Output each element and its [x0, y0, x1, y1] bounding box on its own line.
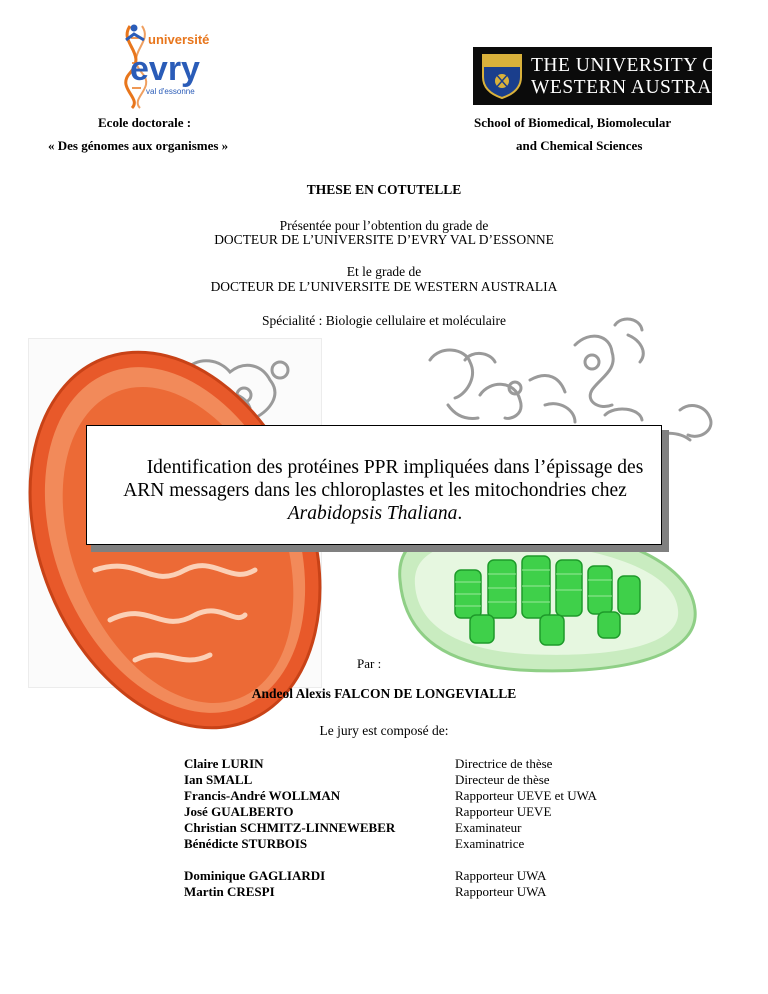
uwa-name-line1: THE UNIVERSITY OF	[531, 55, 729, 76]
jury-names-group2	[184, 868, 325, 900]
evry-word-universite: université	[148, 32, 210, 47]
jury-member-name: Francis-André WOLLMAN	[184, 788, 341, 803]
jury-roles-group2	[455, 868, 546, 900]
thesis-title-box	[86, 425, 662, 545]
jury-member-role: Examinateur	[455, 820, 522, 835]
jury-member-role: Rapporteur UWA	[455, 868, 547, 883]
jury-member-role: Examinatrice	[455, 836, 525, 851]
uwa-name-line2: WESTERN AUSTRALIA	[531, 77, 746, 98]
title-line-1: Identification des protéines PPR impliquées dans l’épissage des	[146, 457, 644, 478]
jury-names-group1	[184, 756, 395, 852]
school-name-line2: and Chemical Sciences	[516, 138, 643, 153]
author-name: Andeol Alexis FALCON DE LONGEVIALLE	[251, 686, 517, 701]
jury-member-role: Rapporteur UEVE	[455, 804, 552, 819]
jury-member-name: Dominique GAGLIARDI	[184, 868, 326, 883]
jury-member-name: José GUALBERTO	[184, 804, 294, 819]
jury-member-name: Bénédicte STURBOIS	[184, 836, 308, 851]
doctoral-school-name: « Des génomes aux organismes »	[48, 138, 229, 153]
doctoral-school-label: Ecole doctorale :	[98, 115, 192, 130]
by-label: Par :	[357, 656, 382, 671]
title-period: .	[457, 503, 463, 524]
jury-member-role: Directrice de thèse	[455, 756, 553, 771]
jury-member-name: Martin CRESPI	[184, 884, 275, 899]
degree-uwa: DOCTEUR DE L’UNIVERSITE DE WESTERN AUSTRALIA	[210, 279, 558, 294]
thesis-type: THESE EN COTUTELLE	[306, 182, 462, 197]
jury-member-role: Rapporteur UWA	[455, 884, 547, 899]
degree-evry: DOCTEUR DE L’UNIVERSITE D’EVRY VAL D’ESSONNE	[214, 232, 554, 247]
and-grade: Et le grade de	[346, 264, 422, 279]
speciality: Spécialité : Biologie cellulaire et moléculaire	[261, 313, 507, 328]
jury-member-name: Christian SCHMITZ-LINNEWEBER	[184, 820, 396, 835]
jury-intro: Le jury est composé de:	[319, 723, 449, 738]
jury-member-role: Rapporteur UEVE et UWA	[455, 788, 597, 803]
jury-roles-group1	[455, 756, 597, 852]
title-species: Arabidopsis Thaliana	[287, 503, 458, 524]
thesis-title	[87, 456, 663, 525]
jury-member-role: Directeur de thèse	[455, 772, 550, 787]
title-line-2: ARN messagers dans les chloroplastes et les mitochondries chez	[123, 480, 627, 501]
jury-member-name: Claire LURIN	[184, 756, 264, 771]
evry-word-evry: evry	[130, 50, 200, 88]
presented-for: Présentée pour l’obtention du grade de	[279, 218, 489, 233]
jury-member-name: Ian SMALL	[184, 772, 253, 787]
title-line-3	[87, 502, 663, 525]
school-name-line1: School of Biomedical, Biomolecular	[474, 115, 672, 130]
evry-word-valdessonne: val d'essonne	[146, 87, 195, 96]
